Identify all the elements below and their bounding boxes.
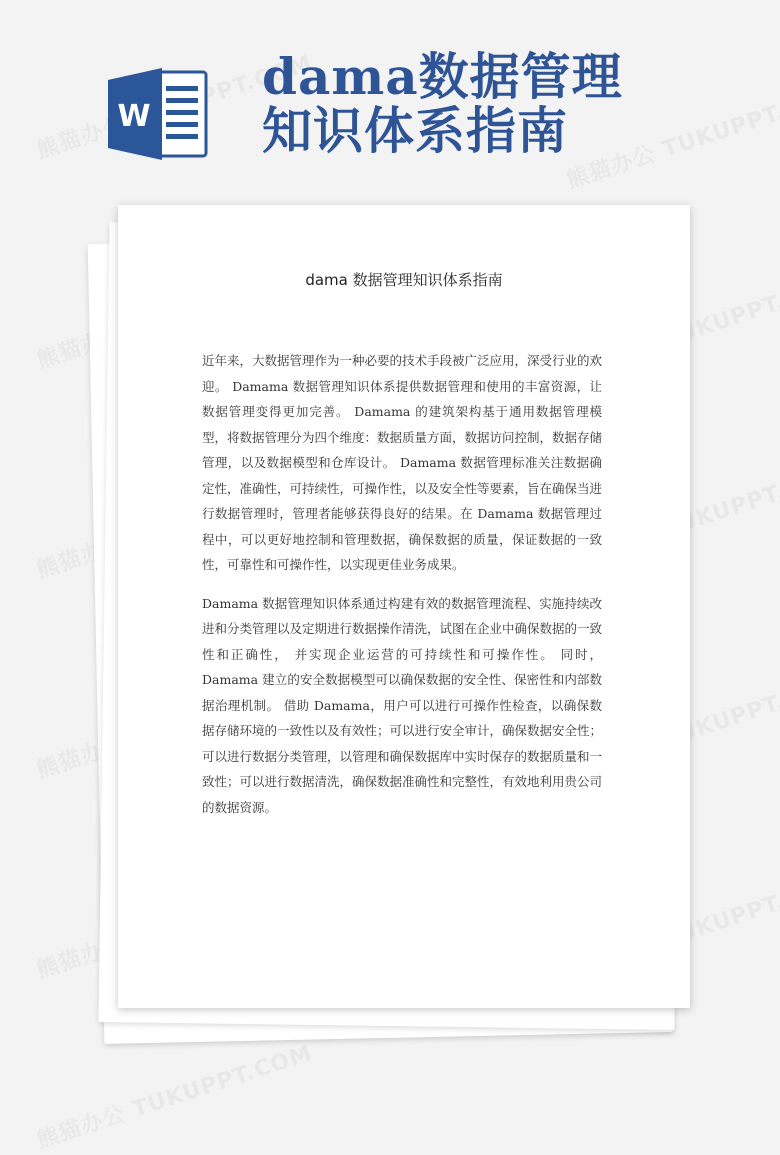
cover-title: [262, 47, 762, 160]
word-logo-letter: W: [117, 99, 151, 134]
cover-title-line: dama数据管理: [262, 47, 623, 106]
cover-title-line: 知识体系指南: [262, 101, 568, 160]
document-title: dama 数据管理知识体系指南: [305, 271, 503, 289]
body-paragraph: Damama 数据管理知识体系通过构建有效的数据管理流程、实施持续改进和分类管理以及定期进行数据操作清洗，试图在企业中确保数据的一致性和正确性， 并实现企业运营的可持续性和可操作性。 同时，Damama 建立的安全数据模型可以确保数据的安全性、保密性和内部数据治理机制。 借助 Damama，用户可以进行可操作性检查，以确保数据存储环境的一致性以及有效性；可以进行安全审计，确保数据安全性；可以进行数据分类管理，以管理和确保数据库中实时保存的数据质量和一致性；可以进行数据清洗，确保数据准确性和完整性，有效地利用贵公司的数据资源。: [202, 595, 603, 815]
body-paragraph: 近年来，大数据管理作为一种必要的技术手段被广泛应用，深受行业的欢迎。 Damama 数据管理知识体系提供数据管理和使用的丰富资源，让数据管理变得更加完善。 Damama 的建筑架构基于通用数据管理模型，将数据管理分为四个维度：数据质量方面，数据访问控制，数据存储管理，以及数据模型和仓库设计。 Damama 数据管理标准关注数据确定性，准确性，可持续性，可操作性，以及安全性等要素，旨在确保当进行数据管理时，管理者能够获得良好的结果。在 Damama 数据管理过程中，可以更好地控制和管理数据，确保数据的质量，保证数据的一致性，可靠性和可操作性，以实现更佳业务成果。: [202, 353, 603, 572]
document-page: [118, 205, 690, 1008]
watermark: [32, 1036, 316, 1155]
document-body: [202, 348, 602, 833]
word-doc-icon: [108, 68, 208, 160]
